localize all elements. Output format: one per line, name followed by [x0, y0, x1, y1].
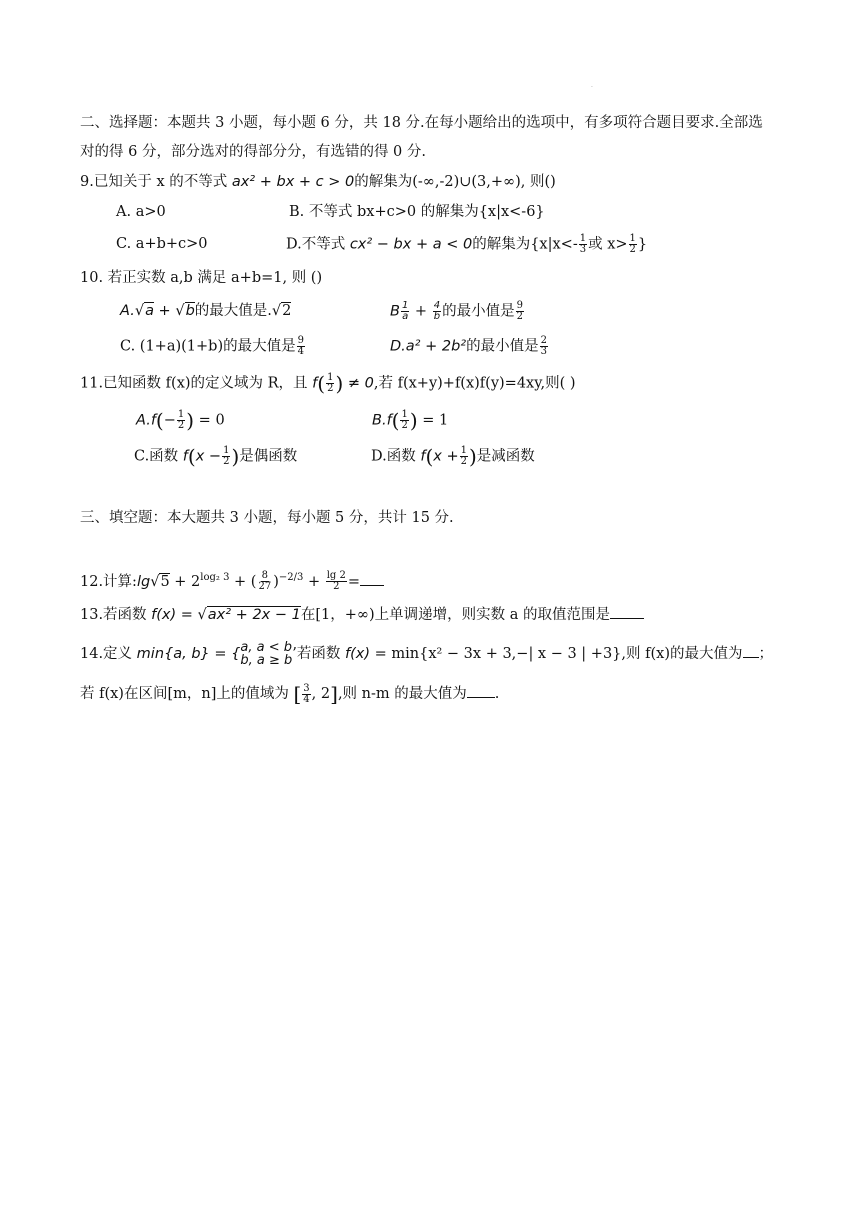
frac-num: 1 [327, 372, 334, 383]
q14-mid: ’若函数 [292, 646, 345, 662]
q10-d-value [540, 336, 548, 357]
frac-num: 9 [297, 335, 304, 346]
q11-d-f: f [420, 448, 426, 465]
q14-cases [240, 641, 292, 667]
q14-line2-end: . [494, 686, 500, 702]
q13-post: 在[1，+∞)上单调递增，则实数 a 的取值范围是 [300, 607, 610, 623]
q11-stem-ne: ≠ 0 [343, 375, 374, 392]
frac-num: 4 [433, 300, 441, 311]
q11-a-frac [177, 410, 185, 431]
q11-option-a: A.f(− $\frac{1}{2}$ ) = 0 [136, 408, 225, 433]
q11-c-f: f [182, 448, 188, 465]
frac-num: 3 [303, 682, 310, 694]
frac-den: 2 [460, 456, 467, 467]
q13-radicand: ax² + 2x − 1 [207, 607, 301, 623]
frac-num: 2 [540, 335, 547, 346]
q12-lg2-frac [326, 571, 347, 592]
frac-den: b [433, 311, 441, 322]
q10-b-frac1 [401, 301, 409, 322]
q9-stem-text: 9.已知关于 x 的不等式 [80, 174, 232, 190]
q10-d-text: 的最小值是 [466, 338, 539, 355]
section3-heading: 三、填空题：本大题共 3 小题，每小题 5 分，共计 15 分. [80, 510, 454, 526]
q14-line2-pre: 若 f(x)在区间[m，n]上的值域为 [80, 686, 294, 702]
q11-stem: 11.已知函数 f(x)的定义域为 R，且 f( $\frac{1}{2}$ ) ≠ 0,若 f(x+y)+f(x)f(y)=4xy,则( ) [80, 371, 576, 396]
q9-d-or: 或 x> [588, 236, 628, 253]
q11-a-eq: = 0 [194, 412, 225, 429]
q10-b-frac2 [433, 301, 441, 322]
q11-a-f: f [150, 412, 156, 429]
q13-answer-blank[interactable] [610, 604, 644, 619]
q12-frac [257, 571, 272, 592]
q12-exp: log₂ 3 [200, 572, 230, 583]
q10-stem: 10. 若正实数 a,b 满足 a+b=1, 则 () [80, 270, 323, 286]
q11-c-frac [222, 446, 230, 467]
q10-d-label: D. [390, 338, 406, 355]
frac-den: 3 [540, 346, 547, 357]
q14-range-post: , 2 [311, 686, 331, 702]
frac-den: a [402, 311, 409, 322]
q12-lg: lg [136, 573, 151, 590]
q10-b-plus: + [410, 303, 432, 320]
q12-answer-blank[interactable] [360, 571, 384, 586]
frac-den: 2 [629, 244, 636, 255]
q9-stem-post: 的解集为(-∞,-2)∪(3,+∞), 则() [354, 174, 556, 190]
q14-end: ； [758, 646, 773, 662]
frac-num: 1 [579, 233, 587, 244]
q10-b-value [516, 301, 524, 322]
q11-option-d: D.函数 f(x + $\frac{1}{2}$ )是减函数 [371, 444, 535, 469]
q11-d-pre: D.函数 [371, 448, 421, 465]
q14-answer-blank-1[interactable] [743, 643, 759, 658]
q12-eq: = [347, 573, 361, 590]
frac-den: 2 [516, 311, 523, 322]
q14-rest: min{x² − 3x + 3,−| x − 3 | +3} [391, 646, 622, 662]
q11-c-x: x − [195, 448, 222, 465]
q9-option-b: B. 不等式 bx+c>0 的解集为{x|x<-6} [289, 204, 545, 220]
q9-d-frac2 [629, 234, 637, 255]
q14-line2-post: ,则 n-m 的最大值为 [337, 686, 467, 702]
q10-a-text: 的最大值是. [194, 303, 272, 319]
q11-option-c: C.函数 f(x − $\frac{1}{2}$ )是偶函数 [134, 444, 298, 469]
q11-b-eq: = 1 [417, 412, 449, 429]
q10-a-label: A. [120, 303, 135, 319]
q12-plus1: + 2 [169, 573, 201, 590]
q11-d-x: x + [433, 448, 459, 465]
q12-label: 12.计算: [80, 573, 137, 590]
q14-fx: f(x) = [345, 646, 392, 662]
q9-option-d [286, 234, 647, 255]
q12-sqrt5: 5 [160, 573, 170, 590]
q11-stem-pre: 11.已知函数 f(x)的定义域为 R，且 [80, 375, 313, 392]
q12-line: 12.计算:lg√5 + $2^{log_2 3}$ + ( $\frac{8}{27}$ )$^{-2/3}$ + $\frac{\lg 2}{2}$ = [80, 568, 384, 592]
frac-den: 27 [258, 581, 272, 593]
q13-line: 13.若函数 f(x) = √ax² + 2x − 1在[1，+∞)上单调递增，则实数 a 的取值范围是 [80, 604, 644, 625]
frac-num: 1 [629, 233, 636, 244]
q11-option-b: B.f( $\frac{1}{2}$ ) = 1 [372, 408, 449, 433]
section2-heading-line1: 二、选择题：本题共 3 小题，每小题 6 分，共 18 分.在每小题给出的选项中，有多项符合题目要求.全部选 [80, 115, 763, 131]
q10-c-text: C. (1+a)(1+b)的最大值是 [120, 338, 296, 355]
frac-num: 1 [223, 445, 230, 456]
q12-close: ) [273, 573, 279, 590]
q9-stem [80, 172, 556, 192]
q11-b-label: B. [372, 412, 387, 429]
q9-inequality: ax² + bx + c > 0 [231, 174, 355, 190]
frac-num: 1 [177, 409, 185, 420]
q10-d-math: a² + 2b² [405, 338, 467, 355]
q11-b-f: f [386, 412, 392, 429]
q14-case1: a, a < b [240, 640, 292, 655]
frac-num: 1 [401, 409, 408, 420]
q11-d-post: 是减函数 [476, 448, 535, 465]
q10-option-c [120, 336, 306, 357]
q11-stem-f: f [312, 375, 318, 392]
frac-den: 2 [177, 420, 185, 431]
q9-d-mid: 的解集为{x|x<- [472, 236, 578, 253]
frac-num: 8 [261, 570, 269, 582]
q14-line2: 若 f(x)在区间[m，n]上的值域为 [ $\frac{3}{4}$ , 2],则 n-m 的最大值为 . [80, 682, 500, 706]
q14-range-frac [302, 684, 310, 705]
frac-den: 2 [327, 383, 334, 394]
frac-den: 2 [333, 581, 340, 593]
q10-b-text: 的最小值是 [442, 303, 515, 320]
frac-num: 1 [401, 300, 409, 311]
q11-d-frac [460, 446, 468, 467]
q9-option-a: A. a>0 [116, 204, 166, 220]
section2-heading-line2: 对的得 6 分，部分选对的得部分分，有选错的得 0 分. [80, 144, 426, 160]
q11-c-pre: C.函数 [134, 448, 183, 465]
page-mark: · [591, 84, 593, 91]
frac-den: 2 [223, 456, 230, 467]
q12-plus2: + ( [229, 573, 257, 590]
frac-den: 3 [579, 244, 587, 255]
q10-option-d [390, 336, 549, 357]
q14-answer-blank-2[interactable] [467, 683, 495, 698]
q11-a-sign: − [163, 412, 176, 429]
q11-b-frac [400, 410, 408, 431]
q10-a-value: 2 [282, 303, 292, 319]
q10-a-sqrt-b: b [185, 303, 195, 319]
frac-num: lg 2 [326, 570, 346, 582]
q10-a-sqrt-a: a [145, 303, 154, 319]
q9-d-math: cx² − bx + a < 0 [349, 236, 473, 253]
q10-b-label: B [390, 303, 400, 320]
frac-num: 1 [460, 445, 467, 456]
q9-d-pre: D.不等式 [286, 236, 350, 253]
q14-min-def: min{a, b} = { [136, 646, 241, 662]
frac-den: 4 [297, 346, 304, 357]
q9-d-frac1 [579, 234, 587, 255]
q11-c-post: 是偶函数 [239, 448, 298, 465]
q11-stem-post: ,若 f(x+y)+f(x)f(y)=4xy,则( ) [373, 375, 576, 392]
q14-post: ,则 f(x)的最大值为 [621, 646, 743, 662]
q10-a-plus: + [153, 303, 176, 319]
frac-den: 4 [303, 693, 310, 705]
q12-plus3: + [303, 573, 325, 590]
q10-c-value [297, 336, 305, 357]
q12-exp2: −2/3 [278, 572, 304, 583]
q14-line1 [80, 641, 773, 667]
q14-case2: b, a ≥ b [240, 653, 293, 668]
frac-den: 2 [401, 420, 408, 431]
q10-option-b [390, 301, 525, 322]
q13-fx: f(x) = [151, 607, 198, 623]
q9-d-end: } [637, 236, 648, 253]
q10-option-a: A.√a + √b的最大值是.√2 [120, 303, 292, 319]
q9-option-c: C. a+b+c>0 [116, 236, 208, 252]
q11-stem-frac [326, 373, 334, 394]
q14-pre: 14.定义 [80, 646, 137, 662]
q13-pre: 13.若函数 [80, 607, 152, 623]
frac-num: 9 [516, 300, 523, 311]
q11-a-label: A. [136, 412, 151, 429]
